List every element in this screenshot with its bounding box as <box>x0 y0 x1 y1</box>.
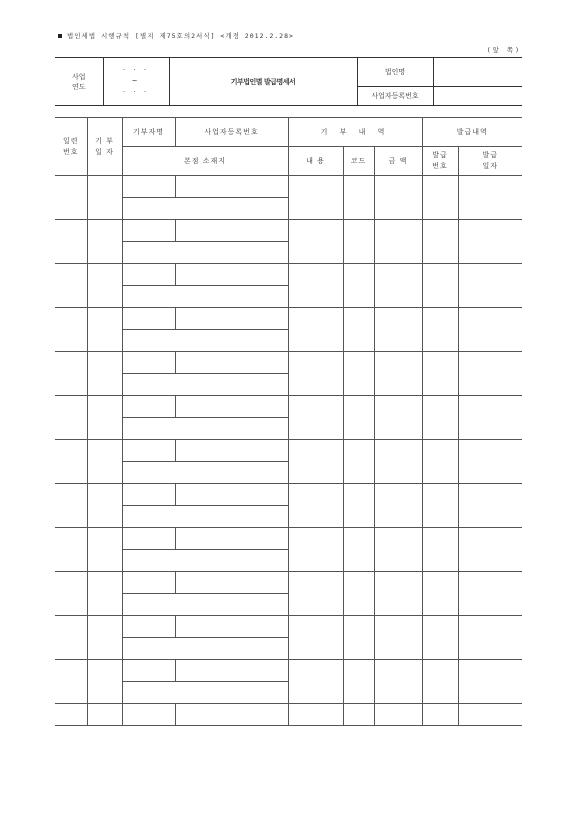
issue-date-cell[interactable] <box>458 176 522 220</box>
serial-no-cell[interactable] <box>55 264 87 308</box>
table-row <box>55 308 522 330</box>
biz-reg-no-label: 사업자등록번호 <box>357 87 433 106</box>
biz-reg-no-cell[interactable] <box>175 616 288 638</box>
hq-address-cell[interactable] <box>122 286 288 308</box>
issue-no-cell[interactable] <box>422 308 458 352</box>
donor-name-cell[interactable] <box>122 484 175 506</box>
code-cell[interactable] <box>343 572 374 616</box>
col-header-donation-detail: 기 부 내 역 <box>288 118 422 147</box>
serial-no-cell[interactable] <box>55 440 87 484</box>
col-header-amount: 금 액 <box>374 147 422 176</box>
biz-reg-no-cell[interactable] <box>175 396 288 418</box>
hq-address-cell[interactable] <box>122 550 288 572</box>
issue-no-cell[interactable] <box>422 528 458 572</box>
issue-date-cell[interactable] <box>458 440 522 484</box>
biz-reg-no-cell[interactable] <box>175 572 288 594</box>
content-cell[interactable] <box>288 484 343 528</box>
form-preamble: 법인세법 시행규칙 [별지 제75호의2서식] <개정 2012.2.28> <box>58 31 294 40</box>
hq-address-cell[interactable] <box>122 638 288 660</box>
issue-date-cell[interactable] <box>458 572 522 616</box>
code-cell[interactable] <box>343 352 374 396</box>
serial-no-cell[interactable] <box>55 352 87 396</box>
serial-no-cell[interactable] <box>55 484 87 528</box>
donor-name-cell[interactable] <box>122 352 175 374</box>
content-cell[interactable] <box>288 528 343 572</box>
serial-no-cell[interactable] <box>55 616 87 660</box>
amount-cell[interactable] <box>374 176 422 220</box>
code-cell[interactable] <box>343 396 374 440</box>
business-year-period[interactable]: · · · ~ · · · <box>103 58 169 106</box>
table-row <box>55 264 522 286</box>
serial-no-cell[interactable] <box>55 220 87 264</box>
form-header-table <box>55 57 522 106</box>
col-header-issue-date: 발급 일자 <box>458 147 522 176</box>
issue-date-cell[interactable] <box>458 220 522 264</box>
serial-no-cell[interactable] <box>55 396 87 440</box>
donation-date-cell[interactable] <box>87 220 122 264</box>
col-header-hq-address: 본점 소재지 <box>122 147 288 176</box>
table-row <box>55 660 522 682</box>
biz-reg-no-cell[interactable] <box>175 484 288 506</box>
donation-date-cell[interactable] <box>87 528 122 572</box>
col-header-code: 코드 <box>343 147 374 176</box>
col-header-donor-name: 기부자명 <box>122 118 175 147</box>
issue-date-cell[interactable] <box>458 616 522 660</box>
code-cell[interactable] <box>343 660 374 704</box>
col-header-donation-date: 기 부 일 자 <box>87 118 122 176</box>
serial-no-cell[interactable] <box>55 528 87 572</box>
content-cell[interactable] <box>288 176 343 220</box>
biz-reg-no-cell[interactable] <box>175 660 288 682</box>
donation-date-cell[interactable] <box>87 440 122 484</box>
donor-name-cell[interactable] <box>122 176 175 198</box>
issue-no-cell[interactable] <box>422 484 458 528</box>
issue-no-cell[interactable] <box>422 440 458 484</box>
amount-cell[interactable] <box>374 704 422 726</box>
hq-address-cell[interactable] <box>122 374 288 396</box>
table-row <box>55 220 522 242</box>
hq-address-cell[interactable] <box>122 330 288 352</box>
bullet-square-icon <box>58 34 62 38</box>
page-side-note: (앞 쪽) <box>486 46 521 54</box>
content-cell[interactable] <box>288 264 343 308</box>
hq-address-cell[interactable] <box>122 462 288 484</box>
donor-name-cell[interactable] <box>122 220 175 242</box>
issue-no-cell[interactable] <box>422 704 458 726</box>
serial-no-cell[interactable] <box>55 704 87 726</box>
table-row <box>55 176 522 198</box>
issue-date-cell[interactable] <box>458 528 522 572</box>
amount-cell[interactable] <box>374 264 422 308</box>
donation-date-cell[interactable] <box>87 484 122 528</box>
corp-name-label: 법인명 <box>357 58 433 87</box>
col-header-content: 내 용 <box>288 147 343 176</box>
serial-no-cell[interactable] <box>55 660 87 704</box>
donor-name-cell[interactable] <box>122 308 175 330</box>
amount-cell[interactable] <box>374 660 422 704</box>
donation-date-cell[interactable] <box>87 264 122 308</box>
issue-no-cell[interactable] <box>422 264 458 308</box>
content-cell[interactable] <box>288 704 343 726</box>
table-row <box>55 396 522 418</box>
issue-no-cell[interactable] <box>422 616 458 660</box>
donor-name-cell[interactable] <box>122 264 175 286</box>
donation-date-cell[interactable] <box>87 704 122 726</box>
table-row <box>55 572 522 594</box>
biz-reg-no-cell[interactable] <box>175 440 288 462</box>
amount-cell[interactable] <box>374 396 422 440</box>
issue-date-cell[interactable] <box>458 396 522 440</box>
donor-name-cell[interactable] <box>122 528 175 550</box>
content-cell[interactable] <box>288 352 343 396</box>
table-row <box>55 528 522 550</box>
donation-date-cell[interactable] <box>87 308 122 352</box>
amount-cell[interactable] <box>374 484 422 528</box>
issue-no-cell[interactable] <box>422 352 458 396</box>
serial-no-cell[interactable] <box>55 572 87 616</box>
donation-date-cell[interactable] <box>87 176 122 220</box>
biz-reg-no-field[interactable] <box>433 87 522 106</box>
donor-name-cell[interactable] <box>122 660 175 682</box>
content-cell[interactable] <box>288 308 343 352</box>
code-cell[interactable] <box>343 264 374 308</box>
issue-no-cell[interactable] <box>422 396 458 440</box>
hq-address-cell[interactable] <box>122 594 288 616</box>
issue-no-cell[interactable] <box>422 572 458 616</box>
table-row <box>55 616 522 638</box>
hq-address-cell[interactable] <box>122 418 288 440</box>
issuance-detail-table <box>55 117 522 726</box>
amount-cell[interactable] <box>374 352 422 396</box>
hq-address-cell[interactable] <box>122 198 288 220</box>
donation-date-cell[interactable] <box>87 572 122 616</box>
biz-reg-no-cell[interactable] <box>175 308 288 330</box>
donor-name-cell[interactable] <box>122 572 175 594</box>
biz-reg-no-cell[interactable] <box>175 220 288 242</box>
content-cell[interactable] <box>288 660 343 704</box>
serial-no-cell[interactable] <box>55 176 87 220</box>
hq-address-cell[interactable] <box>122 242 288 264</box>
amount-cell[interactable] <box>374 440 422 484</box>
issue-no-cell[interactable] <box>422 660 458 704</box>
issue-date-cell[interactable] <box>458 264 522 308</box>
code-cell[interactable] <box>343 528 374 572</box>
hq-address-cell[interactable] <box>122 682 288 704</box>
amount-cell[interactable] <box>374 308 422 352</box>
table-row <box>55 352 522 374</box>
hq-address-cell[interactable] <box>122 506 288 528</box>
biz-reg-no-cell[interactable] <box>175 528 288 550</box>
code-cell[interactable] <box>343 308 374 352</box>
code-cell[interactable] <box>343 704 374 726</box>
donor-name-cell[interactable] <box>122 616 175 638</box>
content-cell[interactable] <box>288 396 343 440</box>
donor-name-cell[interactable] <box>122 396 175 418</box>
amount-cell[interactable] <box>374 220 422 264</box>
biz-reg-no-cell[interactable] <box>175 704 288 726</box>
amount-cell[interactable] <box>374 616 422 660</box>
corp-name-field[interactable] <box>433 58 522 87</box>
code-cell[interactable] <box>343 484 374 528</box>
table-row <box>55 704 522 726</box>
content-cell[interactable] <box>288 616 343 660</box>
content-cell[interactable] <box>288 572 343 616</box>
donation-date-cell[interactable] <box>87 352 122 396</box>
business-year-label: 사업 연도 <box>55 58 103 106</box>
amount-cell[interactable] <box>374 528 422 572</box>
issue-date-cell[interactable] <box>458 352 522 396</box>
issue-date-cell[interactable] <box>458 660 522 704</box>
donation-date-cell[interactable] <box>87 660 122 704</box>
form-title: 기부법인별 발급명세서 <box>169 58 357 106</box>
col-header-biz-reg-no: 사업자등록번호 <box>175 118 288 147</box>
issue-no-cell[interactable] <box>422 220 458 264</box>
biz-reg-no-cell[interactable] <box>175 176 288 198</box>
donor-name-cell[interactable] <box>122 440 175 462</box>
code-cell[interactable] <box>343 176 374 220</box>
issue-no-cell[interactable] <box>422 176 458 220</box>
issue-date-cell[interactable] <box>458 484 522 528</box>
col-header-issuance-detail: 발급내역 <box>422 118 522 147</box>
content-cell[interactable] <box>288 440 343 484</box>
code-cell[interactable] <box>343 220 374 264</box>
content-cell[interactable] <box>288 220 343 264</box>
col-header-issue-no: 발급 번호 <box>422 147 458 176</box>
col-header-serial-no: 일련 번호 <box>55 118 87 176</box>
code-cell[interactable] <box>343 440 374 484</box>
donation-date-cell[interactable] <box>87 616 122 660</box>
table-row <box>55 440 522 462</box>
serial-no-cell[interactable] <box>55 308 87 352</box>
issue-date-cell[interactable] <box>458 704 522 726</box>
biz-reg-no-cell[interactable] <box>175 264 288 286</box>
table-row <box>55 484 522 506</box>
amount-cell[interactable] <box>374 572 422 616</box>
donation-date-cell[interactable] <box>87 396 122 440</box>
issue-date-cell[interactable] <box>458 308 522 352</box>
code-cell[interactable] <box>343 616 374 660</box>
biz-reg-no-cell[interactable] <box>175 352 288 374</box>
donor-name-cell[interactable] <box>122 704 175 726</box>
